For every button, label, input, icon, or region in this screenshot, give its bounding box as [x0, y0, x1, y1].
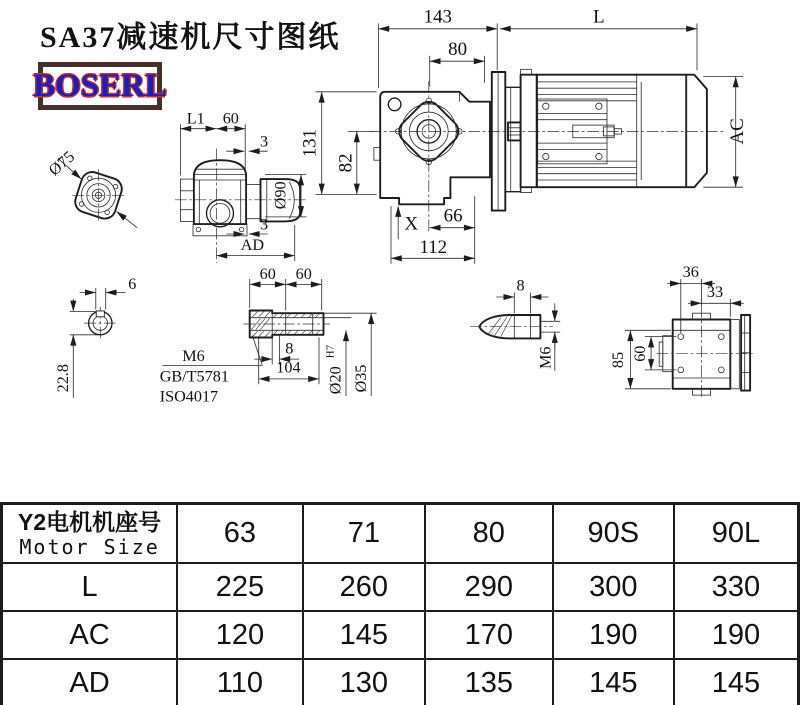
table-cell: 260: [303, 563, 425, 611]
flange-face-view: [45, 148, 137, 228]
dim-33: 33: [706, 283, 724, 301]
dim-60-top: 60: [222, 109, 239, 128]
callout-m6: M6: [182, 346, 205, 365]
table-cell: 170: [425, 611, 552, 659]
motor-size-label-en: Motor Size: [19, 534, 160, 559]
dim-82: 82: [335, 153, 357, 173]
brand-logo-text: BOSERL: [33, 67, 167, 104]
dim-3b: 3: [260, 215, 269, 234]
dim-36: 36: [682, 263, 699, 282]
dim-L1: L1: [186, 109, 205, 128]
table-col-header: 90S: [553, 504, 674, 564]
dim-AD: AD: [240, 236, 265, 255]
row-label: AC: [2, 611, 178, 659]
table-col-header: 90L: [674, 504, 799, 564]
row-label: L: [2, 563, 178, 611]
table-cell: 300: [553, 563, 674, 611]
dim-m6b: M6: [536, 346, 555, 369]
table-header-row: [2, 504, 799, 564]
dim-22-8: 22.8: [53, 364, 72, 393]
dim-X: X: [404, 213, 419, 235]
table-col-header: 71: [303, 504, 425, 564]
dim-131: 131: [299, 128, 321, 158]
table-corner-header: [2, 504, 178, 564]
table-cell: 130: [303, 659, 425, 705]
dim-85: 85: [609, 351, 628, 369]
table-cell: 145: [303, 611, 425, 659]
table-cell: 145: [674, 659, 799, 705]
callout-gb-standard: GB/T5781: [159, 367, 229, 386]
table-cell: 135: [425, 659, 552, 705]
table-col-header: 80: [425, 504, 552, 564]
table-cell: 120: [177, 611, 302, 659]
table-row-AD: [2, 659, 799, 705]
table-cell: 330: [674, 563, 799, 611]
dim-8a: 8: [285, 339, 294, 358]
dim-3a: 3: [260, 132, 269, 151]
gearbox-top-view: [175, 109, 308, 262]
dim-112: 112: [419, 236, 448, 258]
dim-L: L: [593, 6, 605, 28]
table-cell: 190: [674, 611, 799, 659]
dim-dia20: Ø20: [326, 366, 345, 395]
dim-60c: 60: [630, 345, 649, 362]
shaft-end-detail-view: [470, 277, 560, 371]
motor-size-label-cn: Y2电机机座号: [18, 509, 162, 536]
dim-dia20-tolerance: H7: [324, 345, 337, 359]
page-title: SA37减速机尺寸图纸: [40, 21, 341, 54]
gearbox-rear-view: [609, 263, 755, 399]
main-assembly-view: [299, 7, 747, 264]
table-row-L: [2, 563, 799, 611]
dim-dia75: Ø75: [45, 147, 79, 180]
dim-6: 6: [128, 274, 137, 293]
dim-dia90: Ø90: [271, 181, 290, 210]
motor-fins: [537, 75, 641, 188]
dim-66: 66: [443, 205, 463, 227]
callout-iso-standard: ISO4017: [159, 387, 219, 406]
hollow-shaft-view: [160, 265, 377, 405]
row-label: AD: [2, 659, 178, 705]
table-row-AC: [2, 611, 799, 659]
shaft-section-view: [54, 275, 136, 398]
dim-104: 104: [276, 358, 301, 377]
dim-80: 80: [448, 38, 468, 60]
dim-8b: 8: [516, 276, 525, 295]
dim-143: 143: [423, 6, 452, 28]
dim-AC: AC: [726, 118, 748, 145]
dim-60a: 60: [259, 265, 276, 283]
table-cell: 110: [177, 659, 302, 705]
dim-dia35: Ø35: [351, 364, 370, 393]
dimension-table: [0, 502, 800, 705]
table-cell: 190: [553, 611, 674, 659]
table-cell: 225: [177, 563, 302, 611]
table-cell: 145: [553, 659, 674, 705]
table-col-header: 63: [177, 504, 302, 564]
dim-60b: 60: [295, 265, 312, 283]
table-cell: 290: [425, 563, 552, 611]
